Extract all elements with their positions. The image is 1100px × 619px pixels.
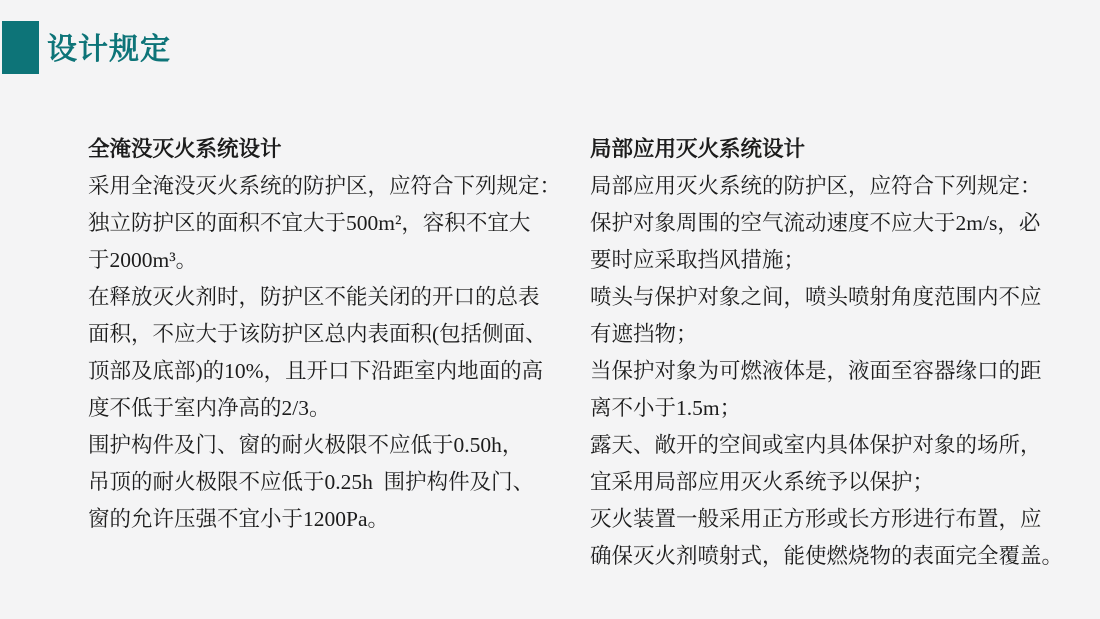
text-line: 在释放灭火剂时，防护区不能关闭的开口的总表	[88, 285, 540, 309]
text-line: 吊顶的耐火极限不应低于0.25h 围护构件及门、	[88, 470, 535, 494]
text-line: 有遮挡物；	[590, 322, 698, 346]
text-line: 要时应采取挡风措施；	[590, 248, 806, 272]
text-line: 窗的允许压强不宜小于1200Pa。	[88, 507, 390, 531]
text-line: 灭火装置一般采用正方形或长方形进行布置，应	[590, 507, 1042, 531]
section-heading-local-application: 局部应用灭火系统设计	[590, 137, 806, 161]
text-line: 局部应用灭火系统的防护区，应符合下列规定：	[590, 174, 1042, 198]
section-total-flooding-system	[88, 131, 562, 538]
text-line: 保护对象周围的空气流动速度不应大于2m/s，必	[590, 211, 1041, 235]
section-heading-total-flooding: 全淹没灭火系统设计	[88, 137, 282, 161]
text-line: 度不低于室内净高的2/3。	[88, 396, 331, 420]
text-line: 于2000m³。	[88, 248, 198, 272]
text-line: 面积，不应大于该防护区总内表面积(包括侧面、	[88, 322, 547, 346]
text-line: 露天、敞开的空间或室内具体保护对象的场所，	[590, 433, 1042, 457]
text-line: 围护构件及门、窗的耐火极限不应低于0.50h，	[88, 433, 524, 457]
text-line: 确保灭火剂喷射式，能使燃烧物的表面完全覆盖。	[590, 544, 1064, 568]
section-body-local-application	[590, 168, 1064, 575]
section-local-application-system	[590, 131, 1064, 575]
text-line: 独立防护区的面积不宜大于500m²，容积不宜大	[88, 211, 531, 235]
section-body-total-flooding	[88, 168, 562, 538]
text-line: 当保护对象为可燃液体是，液面至容器缘口的距	[590, 359, 1042, 383]
text-line: 离不小于1.5m；	[590, 396, 742, 420]
text-line: 顶部及底部)的10%，且开口下沿距室内地面的高	[88, 359, 544, 383]
page-title: 设计规定	[47, 33, 171, 66]
text-line: 宜采用局部应用灭火系统予以保护；	[590, 470, 935, 494]
title-accent-square	[2, 21, 39, 74]
text-line: 喷头与保护对象之间，喷头喷射角度范围内不应	[590, 285, 1042, 309]
text-line: 采用全淹没灭火系统的防护区，应符合下列规定：	[88, 174, 562, 198]
